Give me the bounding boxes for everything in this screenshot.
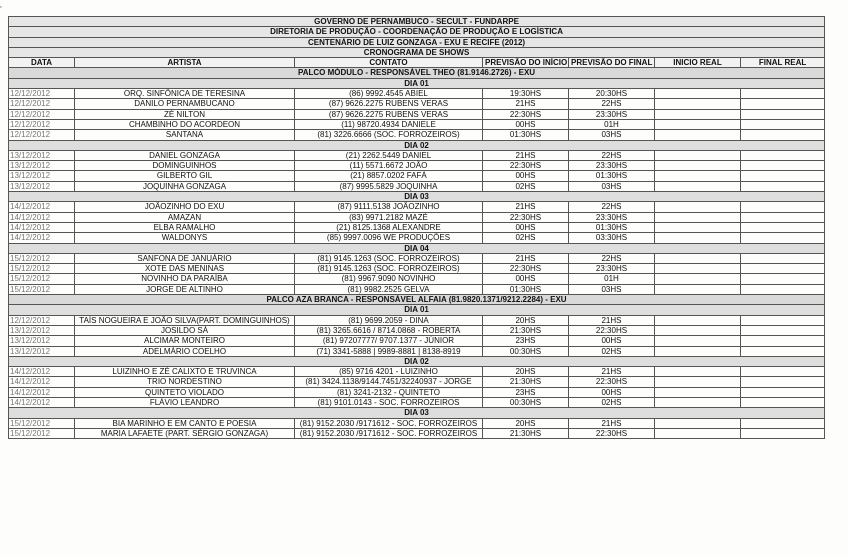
table-row <box>9 367 825 377</box>
date-cell: 14/12/2012 <box>9 377 75 387</box>
date-cell: 12/12/2012 <box>9 119 75 129</box>
contact-cell: (81) 97207777/ 9707.1377 - JÚNIOR <box>295 336 483 346</box>
table-row <box>9 222 825 232</box>
start-cell: 21HS <box>483 202 569 212</box>
artist-cell: JOQUINHA GONZAGA <box>75 181 295 191</box>
artist-cell: SANTANA <box>75 130 295 140</box>
real-end-cell <box>741 264 825 274</box>
artist-cell: TAÍS NOGUEIRA E JOÃO SILVA(PART. DOMINGUINHOS) <box>75 315 295 325</box>
stage-title: PALCO MÓDULO - RESPONSÁVEL THEO (81.9146.2726) - EXU <box>9 68 825 78</box>
table-row <box>9 264 825 274</box>
real-start-cell <box>655 367 741 377</box>
contact-cell: (83) 9971.2182 MAZÉ <box>295 212 483 222</box>
start-cell: 21:30HS <box>483 377 569 387</box>
real-end-cell <box>741 397 825 407</box>
table-row <box>9 233 825 243</box>
table-row <box>9 428 825 438</box>
table-row <box>9 418 825 428</box>
artist-cell: WALDONYS <box>75 233 295 243</box>
table-row <box>9 315 825 325</box>
end-cell: 01H <box>569 119 655 129</box>
table-row <box>9 253 825 263</box>
real-end-cell <box>741 222 825 232</box>
day-label: DIA 04 <box>9 243 825 253</box>
table-row <box>9 181 825 191</box>
end-cell: 02HS <box>569 346 655 356</box>
end-cell: 01:30HS <box>569 222 655 232</box>
real-start-cell <box>655 89 741 99</box>
real-end-cell <box>741 181 825 191</box>
real-end-cell <box>741 150 825 160</box>
end-cell: 23:30HS <box>569 212 655 222</box>
real-end-cell <box>741 325 825 335</box>
real-start-cell <box>655 233 741 243</box>
start-cell: 21:30HS <box>483 325 569 335</box>
end-cell: 23:30HS <box>569 161 655 171</box>
date-cell: 15/12/2012 <box>9 264 75 274</box>
date-cell: 15/12/2012 <box>9 274 75 284</box>
end-cell: 01H <box>569 274 655 284</box>
start-cell: 21HS <box>483 150 569 160</box>
start-cell: 22:30HS <box>483 161 569 171</box>
contact-cell: (81) 9967.9090 NOVINHO <box>295 274 483 284</box>
table-row <box>9 274 825 284</box>
date-cell: 15/12/2012 <box>9 284 75 294</box>
date-cell: 12/12/2012 <box>9 315 75 325</box>
contact-cell: (21) 8125.1368 ALEXANDRE <box>295 222 483 232</box>
col-previsao-inicio: PREVISÃO DO INÍCIO <box>483 58 569 68</box>
contact-cell: (21) 8857.0202 FAFÁ <box>295 171 483 181</box>
end-cell: 21HS <box>569 367 655 377</box>
real-start-cell <box>655 171 741 181</box>
table-row <box>9 109 825 119</box>
start-cell: 02HS <box>483 233 569 243</box>
column-header-row <box>9 58 825 68</box>
real-start-cell <box>655 181 741 191</box>
artist-cell: ADELMÁRIO COELHO <box>75 346 295 356</box>
table-row <box>9 150 825 160</box>
table-row <box>9 346 825 356</box>
start-cell: 00HS <box>483 222 569 232</box>
header-line-2: DIRETORIA DE PRODUÇÃO - COORDENAÇÃO DE PRODUÇÃO E LOGÍSTICA <box>9 27 825 37</box>
day-label: DIA 03 <box>9 408 825 418</box>
end-cell: 22HS <box>569 202 655 212</box>
end-cell: 22:30HS <box>569 428 655 438</box>
artist-cell: JOSILDO SÁ <box>75 325 295 335</box>
real-start-cell <box>655 387 741 397</box>
date-cell: 13/12/2012 <box>9 181 75 191</box>
real-end-cell <box>741 418 825 428</box>
stage-title: PALCO AZA BRANCA - RESPONSÁVEL ALFAIA (81.9820.1371/9212.2284) - EXU <box>9 295 825 305</box>
start-cell: 21:30HS <box>483 428 569 438</box>
real-start-cell <box>655 264 741 274</box>
contact-cell: (81) 9152.2030 /9171612 - SOC. FORROZEIROS <box>295 418 483 428</box>
real-start-cell <box>655 428 741 438</box>
date-cell: 15/12/2012 <box>9 428 75 438</box>
contact-cell: (81) 9145.1263 (SOC. FORROZEIROS) <box>295 253 483 263</box>
end-cell: 23:30HS <box>569 264 655 274</box>
col-previsao-final: PREVISÃO DO FINAL <box>569 58 655 68</box>
start-cell: 02HS <box>483 181 569 191</box>
real-end-cell <box>741 212 825 222</box>
real-start-cell <box>655 377 741 387</box>
contact-cell: (11) 98720.4934 DANIELE <box>295 119 483 129</box>
end-cell: 03HS <box>569 130 655 140</box>
contact-cell: (87) 9995.5829 JOQUINHA <box>295 181 483 191</box>
real-end-cell <box>741 202 825 212</box>
date-cell: 12/12/2012 <box>9 89 75 99</box>
date-cell: 13/12/2012 <box>9 336 75 346</box>
table-row <box>9 325 825 335</box>
artist-cell: QUINTETO VIOLADO <box>75 387 295 397</box>
date-cell: 14/12/2012 <box>9 367 75 377</box>
col-data: DATA <box>9 58 75 68</box>
real-end-cell <box>741 130 825 140</box>
start-cell: 00HS <box>483 274 569 284</box>
table-row <box>9 89 825 99</box>
date-cell: 14/12/2012 <box>9 212 75 222</box>
date-cell: 13/12/2012 <box>9 171 75 181</box>
real-start-cell <box>655 202 741 212</box>
date-cell: 14/12/2012 <box>9 222 75 232</box>
contact-cell: (71) 3341-5888 | 9989-8881 | 8138-8919 <box>295 346 483 356</box>
real-end-cell <box>741 119 825 129</box>
date-cell: 13/12/2012 <box>9 150 75 160</box>
start-cell: 19:30HS <box>483 89 569 99</box>
start-cell: 23HS <box>483 387 569 397</box>
col-artista: ARTISTA <box>75 58 295 68</box>
contact-cell: (81) 9982.2525 GELVA <box>295 284 483 294</box>
real-end-cell <box>741 171 825 181</box>
start-cell: 21HS <box>483 99 569 109</box>
end-cell: 21HS <box>569 418 655 428</box>
artist-cell: AMAZAN <box>75 212 295 222</box>
artist-cell: TRIO NORDESTINO <box>75 377 295 387</box>
end-cell: 20:30HS <box>569 89 655 99</box>
date-cell: 15/12/2012 <box>9 418 75 428</box>
real-end-cell <box>741 315 825 325</box>
start-cell: 00HS <box>483 171 569 181</box>
start-cell: 00:30HS <box>483 346 569 356</box>
artist-cell: LUIZINHO E ZÉ CALIXTO E TRUVINCA <box>75 367 295 377</box>
end-cell: 01:30HS <box>569 171 655 181</box>
real-end-cell <box>741 346 825 356</box>
real-end-cell <box>741 233 825 243</box>
day-label: DIA 03 <box>9 192 825 202</box>
real-start-cell <box>655 109 741 119</box>
date-cell: 12/12/2012 <box>9 130 75 140</box>
end-cell: 22HS <box>569 150 655 160</box>
contact-cell: (85) 9716 4201 - LUIZINHO <box>295 367 483 377</box>
contact-cell: (81) 9101.0143 - SOC. FORROZEIROS <box>295 397 483 407</box>
real-start-cell <box>655 274 741 284</box>
real-end-cell <box>741 387 825 397</box>
real-start-cell <box>655 325 741 335</box>
real-end-cell <box>741 109 825 119</box>
artist-cell: ELBA RAMALHO <box>75 222 295 232</box>
contact-cell: (87) 9626.2275 RUBENS VERAS <box>295 99 483 109</box>
table-row <box>9 397 825 407</box>
contact-cell: (21) 2262.5449 DANIEL <box>295 150 483 160</box>
table-row <box>9 171 825 181</box>
contact-cell: (81) 3265.6616 / 8714.0868 - ROBERTA <box>295 325 483 335</box>
date-cell: 14/12/2012 <box>9 202 75 212</box>
real-end-cell <box>741 253 825 263</box>
artist-cell: CHAMBINHO DO ACORDEON <box>75 119 295 129</box>
end-cell: 23:30HS <box>569 109 655 119</box>
table-row <box>9 99 825 109</box>
col-contato: CONTATO <box>295 58 483 68</box>
artist-cell: MARIA LAFAETE (PART. SÉRGIO GONZAGA) <box>75 428 295 438</box>
end-cell: 03HS <box>569 284 655 294</box>
real-start-cell <box>655 336 741 346</box>
real-end-cell <box>741 89 825 99</box>
date-cell: 14/12/2012 <box>9 397 75 407</box>
contact-cell: (87) 9111.5138 JOÃOZINHO <box>295 202 483 212</box>
day-label: DIA 01 <box>9 305 825 315</box>
date-cell: 13/12/2012 <box>9 325 75 335</box>
start-cell: 20HS <box>483 367 569 377</box>
end-cell: 22HS <box>569 253 655 263</box>
table-row <box>9 377 825 387</box>
table-row <box>9 119 825 129</box>
real-start-cell <box>655 397 741 407</box>
date-cell: 14/12/2012 <box>9 387 75 397</box>
real-start-cell <box>655 130 741 140</box>
table-row <box>9 130 825 140</box>
day-label: DIA 02 <box>9 356 825 366</box>
end-cell: 22:30HS <box>569 325 655 335</box>
contact-cell: (81) 9145.1263 (SOC. FORROZEIROS) <box>295 264 483 274</box>
artist-cell: FLÁVIO LEANDRO <box>75 397 295 407</box>
end-cell: 00HS <box>569 336 655 346</box>
contact-cell: (86) 9992.4545 ABIEL <box>295 89 483 99</box>
date-cell: 14/12/2012 <box>9 233 75 243</box>
artist-cell: ZÉ NILTON <box>75 109 295 119</box>
contact-cell: (85) 9997.0096 WE PRODUÇÕES <box>295 233 483 243</box>
start-cell: 22:30HS <box>483 109 569 119</box>
end-cell: 02HS <box>569 397 655 407</box>
real-start-cell <box>655 222 741 232</box>
artist-cell: ORQ. SINFÔNICA DE TERESINA <box>75 89 295 99</box>
artist-cell: DANILO PERNAMBUCANO <box>75 99 295 109</box>
real-start-cell <box>655 161 741 171</box>
end-cell: 21HS <box>569 315 655 325</box>
date-cell: 15/12/2012 <box>9 253 75 263</box>
date-cell: 13/12/2012 <box>9 346 75 356</box>
artist-cell: ALCIMAR MONTEIRO <box>75 336 295 346</box>
table-row <box>9 336 825 346</box>
header-line-1: GOVERNO DE PERNAMBUCO - SECULT - FUNDARPE <box>9 17 825 27</box>
contact-cell: (81) 3241-2132 - QUINTETO <box>295 387 483 397</box>
start-cell: 22:30HS <box>483 212 569 222</box>
header-line-3: CENTENÁRIO DE LUIZ GONZAGA - EXU E RECIFE (2012) <box>9 37 825 47</box>
real-start-cell <box>655 418 741 428</box>
real-start-cell <box>655 119 741 129</box>
contact-cell: (81) 3424.1138/9144.7451/32240937 - JORGE <box>295 377 483 387</box>
date-cell: 13/12/2012 <box>9 161 75 171</box>
day-label: DIA 02 <box>9 140 825 150</box>
artist-cell: NOVINHO DA PARAÍBA <box>75 274 295 284</box>
schedule-sheet <box>8 16 825 439</box>
real-end-cell <box>741 336 825 346</box>
real-start-cell <box>655 284 741 294</box>
end-cell: 22:30HS <box>569 377 655 387</box>
start-cell: 21HS <box>483 253 569 263</box>
col-inicio-real: INICIO REAL <box>655 58 741 68</box>
start-cell: 20HS <box>483 315 569 325</box>
start-cell: 01:30HS <box>483 284 569 294</box>
real-end-cell <box>741 428 825 438</box>
artist-cell: JOÃOZINHO DO EXU <box>75 202 295 212</box>
date-cell: 12/12/2012 <box>9 109 75 119</box>
date-cell: 12/12/2012 <box>9 99 75 109</box>
real-end-cell <box>741 274 825 284</box>
real-start-cell <box>655 315 741 325</box>
real-start-cell <box>655 99 741 109</box>
day-label: DIA 01 <box>9 78 825 88</box>
artist-cell: DOMINGUINHOS <box>75 161 295 171</box>
start-cell: 00:30HS <box>483 397 569 407</box>
start-cell: 00HS <box>483 119 569 129</box>
col-final-real: FINAL REAL <box>741 58 825 68</box>
end-cell: 03:30HS <box>569 233 655 243</box>
header-line-4: CRONOGRAMA DE SHOWS <box>9 47 825 57</box>
artist-cell: XOTE DAS MENINAS <box>75 264 295 274</box>
artist-cell: DANIEL GONZAGA <box>75 150 295 160</box>
real-start-cell <box>655 346 741 356</box>
table-row <box>9 284 825 294</box>
real-start-cell <box>655 253 741 263</box>
page-mark: ‚ <box>0 0 2 9</box>
real-start-cell <box>655 150 741 160</box>
contact-cell: (81) 9699.2059 - DINA <box>295 315 483 325</box>
start-cell: 20HS <box>483 418 569 428</box>
real-end-cell <box>741 284 825 294</box>
table-row <box>9 387 825 397</box>
table-row <box>9 161 825 171</box>
real-start-cell <box>655 212 741 222</box>
table-row <box>9 202 825 212</box>
contact-cell: (87) 9626.2275 RUBENS VERAS <box>295 109 483 119</box>
real-end-cell <box>741 161 825 171</box>
artist-cell: BIA MARINHO E EM CANTO E POESIA <box>75 418 295 428</box>
real-end-cell <box>741 367 825 377</box>
contact-cell: (81) 9152.2030 /9171612 - SOC. FORROZEIROS <box>295 428 483 438</box>
contact-cell: (11) 5571.6672 JOÃO <box>295 161 483 171</box>
end-cell: 03HS <box>569 181 655 191</box>
artist-cell: SANFONA DE JANUÁRIO <box>75 253 295 263</box>
real-end-cell <box>741 99 825 109</box>
schedule-table <box>8 16 825 439</box>
table-row <box>9 212 825 222</box>
artist-cell: GILBERTO GIL <box>75 171 295 181</box>
contact-cell: (81) 3226.6666 (SOC. FORROZEIROS) <box>295 130 483 140</box>
real-end-cell <box>741 377 825 387</box>
end-cell: 00HS <box>569 387 655 397</box>
end-cell: 22HS <box>569 99 655 109</box>
start-cell: 01:30HS <box>483 130 569 140</box>
start-cell: 22:30HS <box>483 264 569 274</box>
artist-cell: JORGE DE ALTINHO <box>75 284 295 294</box>
start-cell: 23HS <box>483 336 569 346</box>
